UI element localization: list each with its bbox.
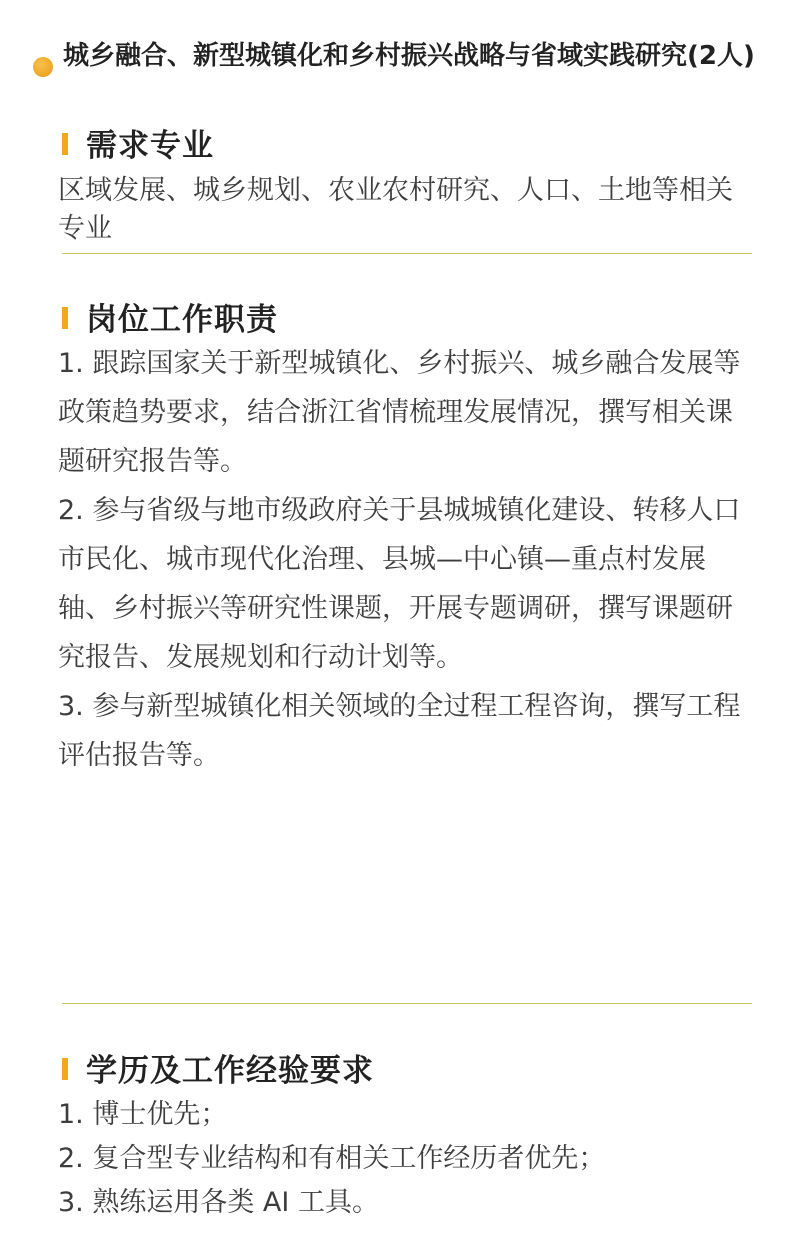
duties-list <box>58 339 758 780</box>
section-heading-major <box>62 122 214 162</box>
section-heading-text: 岗位工作职责 <box>86 301 278 338</box>
heading-accent-bar <box>62 307 68 329</box>
position-title: 城乡融合、新型城镇化和乡村振兴战略与省域实践研究(2人) <box>63 41 755 71</box>
duty-item: 1. 跟踪国家关于新型城镇化、乡村振兴、城乡融合发展等政策趋势要求，结合浙江省情梳理发展情况，撰写相关课题研究报告等。 <box>58 348 741 477</box>
major-text: 区域发展、城乡规划、农业农村研究、人口、土地等相关专业 <box>58 175 733 244</box>
section-heading-duties <box>62 296 278 336</box>
education-item: 1. 博士优先； <box>58 1099 228 1130</box>
section-heading-text: 学历及工作经验要求 <box>86 1052 374 1089</box>
title-bullet-dot <box>33 57 53 77</box>
education-item: 3. 熟练运用各类 AI 工具。 <box>58 1187 379 1218</box>
heading-accent-bar <box>62 133 68 155</box>
section-heading-text: 需求专业 <box>86 127 214 164</box>
divider <box>62 253 752 254</box>
section-heading-education <box>62 1047 374 1087</box>
duty-item: 3. 参与新型城镇化相关领域的全过程工程咨询，撰写工程评估报告等。 <box>58 691 741 771</box>
heading-accent-bar <box>62 1058 68 1080</box>
education-list <box>58 1093 758 1225</box>
duty-item: 2. 参与省级与地市级政府关于县城城镇化建设、转移人口市民化、城市现代化治理、县城—中心镇—重点村发展轴、乡村振兴等研究性课题，开展专题调研，撰写课题研究报告、发展规划和行动计划等。 <box>58 495 741 673</box>
divider <box>62 1003 752 1004</box>
education-item: 2. 复合型专业结构和有相关工作经历者优先； <box>58 1143 606 1174</box>
